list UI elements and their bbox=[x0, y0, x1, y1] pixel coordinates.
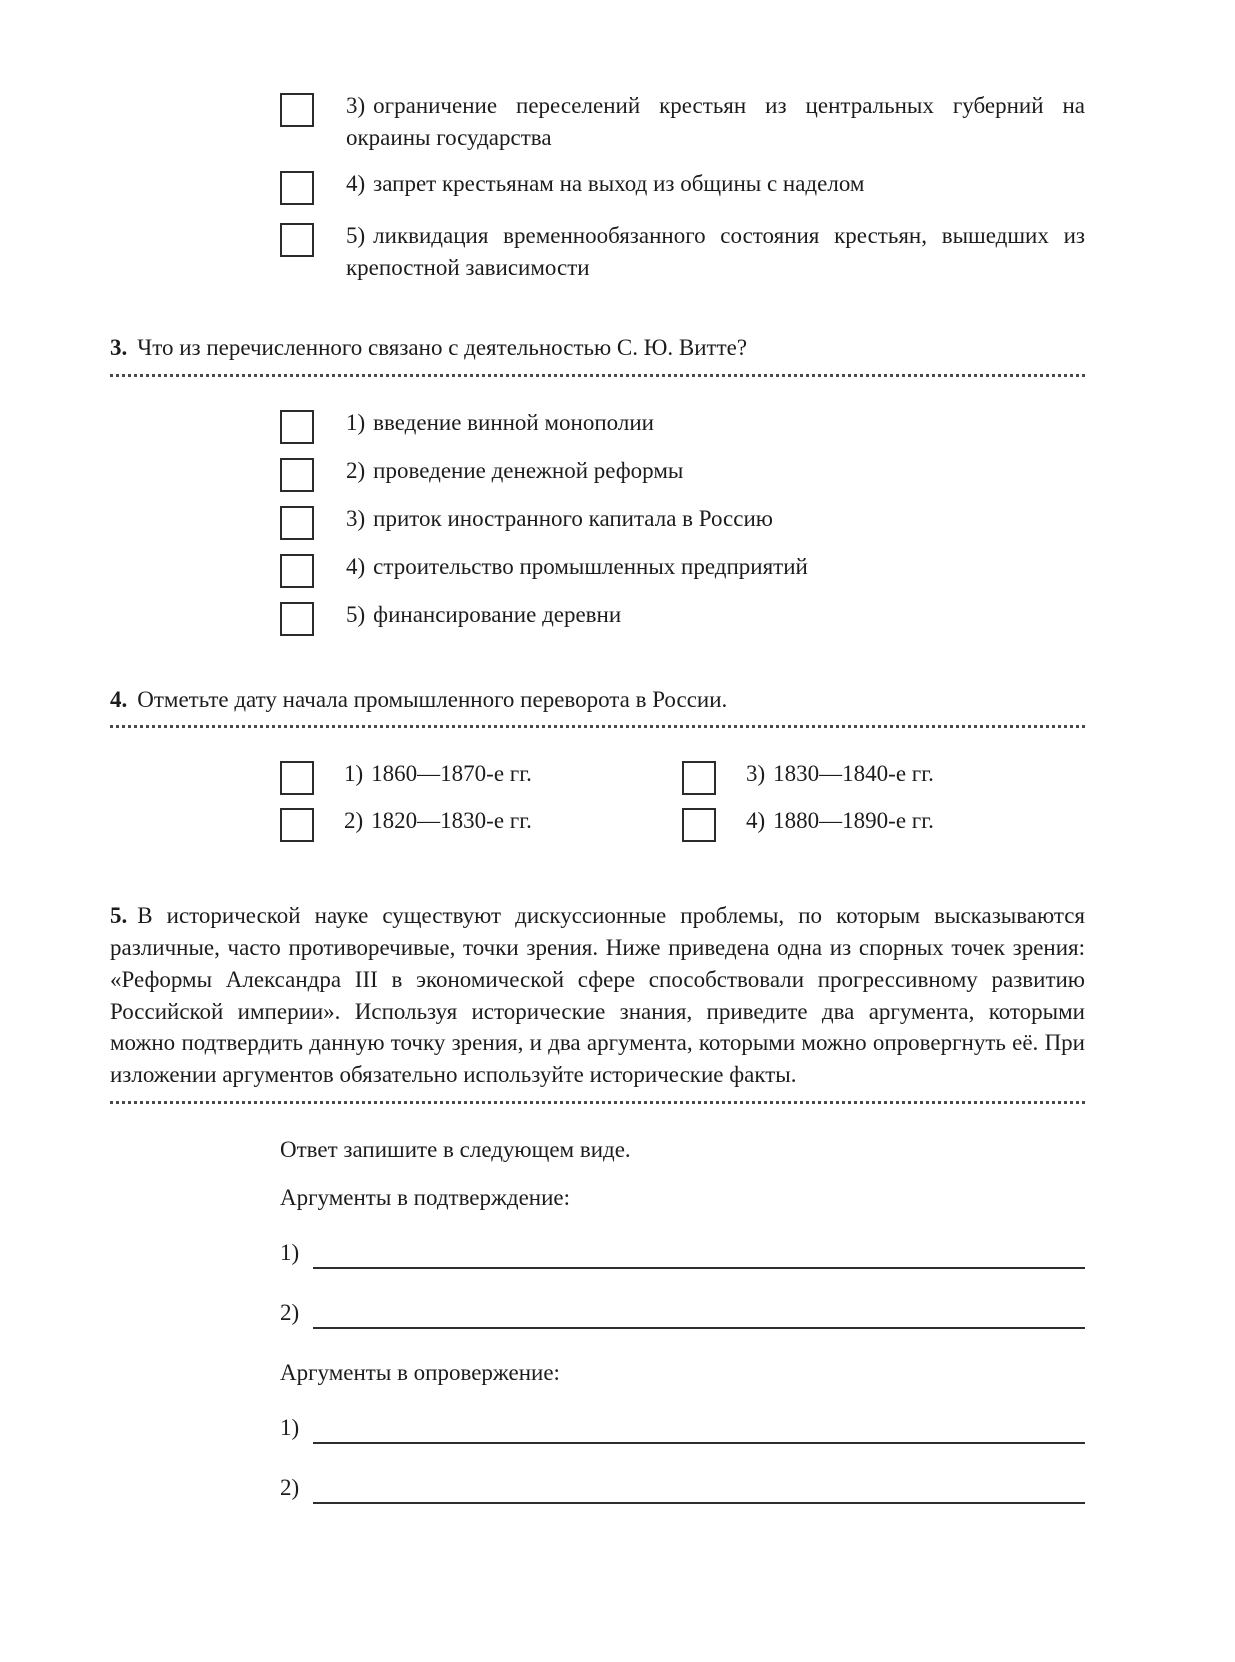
option-text: ограничение переселений крестьян из центральных губерний на окраины государства bbox=[346, 93, 1085, 150]
option-number: 4) bbox=[746, 808, 766, 834]
option-row bbox=[280, 168, 1085, 205]
answer-line-against-1 bbox=[280, 1412, 1085, 1444]
option-row bbox=[682, 758, 1085, 795]
option-label bbox=[346, 168, 864, 200]
option-label bbox=[346, 599, 621, 631]
option-checkbox[interactable] bbox=[280, 808, 314, 842]
option-checkbox[interactable] bbox=[280, 506, 314, 540]
answer-intro: Ответ запишите в следующем виде. bbox=[280, 1136, 631, 1162]
option-label bbox=[344, 805, 532, 837]
answer-blank-input[interactable] bbox=[313, 1303, 1085, 1329]
option-number: 4) bbox=[346, 171, 366, 197]
option-checkbox[interactable] bbox=[682, 808, 716, 842]
option-row bbox=[280, 758, 682, 795]
option-text: 1880—1890-е гг. bbox=[773, 808, 934, 834]
previous-question-options bbox=[110, 90, 1085, 284]
answer-line-number: 1) bbox=[280, 1415, 300, 1441]
option-text: 1830—1840-е гг. bbox=[773, 761, 934, 787]
option-number: 5) bbox=[346, 223, 366, 249]
question-text: В исторической науке существуют дискуссионные проблемы, по которым высказываются различные, часто противоречивые, точки зрения. Ниже приведена одна из спорных точек зрения: «Реформы Александра III в экономической сфере способствовали прогрессивному развитию Российской империи». Используя исторические знания, приведите два аргумента, которыми можно подтвердить данную точку зрения, и два аргумента, которыми можно опровергнуть её. При изложении аргументов обязательно используйте исторические факты. bbox=[110, 903, 1085, 1088]
option-number: 2) bbox=[346, 457, 366, 483]
question-4-options bbox=[110, 758, 1085, 852]
option-number: 3) bbox=[746, 761, 766, 787]
answer-blank-input[interactable] bbox=[313, 1478, 1085, 1504]
option-row bbox=[280, 220, 1085, 283]
answer-support-label: Аргументы в подтверждение: bbox=[280, 1184, 571, 1210]
answer-block bbox=[110, 1134, 1085, 1504]
answer-against-label: Аргументы в опровержение: bbox=[280, 1359, 560, 1385]
option-label bbox=[346, 220, 1085, 283]
question-text: Отметьте дату начала промышленного переворота в России. bbox=[137, 686, 728, 712]
question-3-header bbox=[110, 332, 1085, 364]
option-text: проведение денежной реформы bbox=[373, 457, 684, 483]
option-label bbox=[746, 805, 934, 837]
answer-line-against-2 bbox=[280, 1472, 1085, 1504]
option-row bbox=[280, 805, 682, 842]
option-row bbox=[280, 90, 1085, 153]
option-checkbox[interactable] bbox=[280, 458, 314, 492]
option-label bbox=[346, 551, 808, 583]
option-checkbox[interactable] bbox=[280, 223, 314, 257]
option-label bbox=[746, 758, 934, 790]
option-number: 2) bbox=[344, 808, 364, 834]
option-row bbox=[280, 551, 1085, 588]
option-text: ликвидация временнообязанного состояния крестьян, вышедших из крепостной зависимости bbox=[346, 223, 1085, 281]
question-4 bbox=[110, 684, 1085, 853]
question-number: 4. bbox=[110, 686, 128, 712]
answer-line-number: 2) bbox=[280, 1475, 300, 1501]
option-checkbox[interactable] bbox=[280, 554, 314, 588]
answer-blank-input[interactable] bbox=[313, 1418, 1085, 1444]
question-text: Что из перечисленного связано с деятельностью С. Ю. Витте? bbox=[137, 334, 748, 360]
answer-line-number: 1) bbox=[280, 1240, 300, 1266]
option-checkbox[interactable] bbox=[682, 761, 716, 795]
option-checkbox[interactable] bbox=[280, 761, 314, 795]
option-row bbox=[682, 805, 1085, 842]
option-text: 1860—1870-е гг. bbox=[371, 761, 532, 787]
option-number: 3) bbox=[346, 505, 366, 531]
option-text: приток иностранного капитала в Россию bbox=[373, 505, 773, 531]
answer-line-number: 2) bbox=[280, 1300, 300, 1326]
option-row bbox=[280, 599, 1085, 636]
option-text: финансирование деревни bbox=[373, 601, 622, 627]
dotted-rule bbox=[110, 374, 1085, 377]
question-number: 3. bbox=[110, 334, 128, 360]
question-4-header bbox=[110, 684, 1085, 716]
page-content bbox=[110, 90, 1085, 1504]
question-4-column-2 bbox=[682, 758, 1085, 852]
option-number: 1) bbox=[346, 409, 366, 435]
option-text: запрет крестьянам на выход из общины с наделом bbox=[373, 171, 865, 197]
option-row bbox=[280, 503, 1085, 540]
question-3-options bbox=[110, 407, 1085, 636]
answer-line-support-1 bbox=[280, 1237, 1085, 1269]
question-5-text bbox=[110, 900, 1085, 1090]
option-checkbox[interactable] bbox=[280, 93, 314, 127]
option-label bbox=[346, 503, 773, 535]
option-text: введение винной монополии bbox=[373, 409, 654, 435]
option-checkbox[interactable] bbox=[280, 410, 314, 444]
option-label bbox=[346, 455, 683, 487]
option-text: строительство промышленных предприятий bbox=[373, 553, 808, 579]
dotted-rule bbox=[110, 725, 1085, 728]
option-label bbox=[346, 407, 654, 439]
option-row bbox=[280, 455, 1085, 492]
option-label bbox=[344, 758, 532, 790]
question-5 bbox=[110, 900, 1085, 1504]
question-4-column-1 bbox=[280, 758, 682, 852]
option-number: 1) bbox=[344, 761, 364, 787]
option-number: 3) bbox=[346, 93, 366, 118]
option-checkbox[interactable] bbox=[280, 602, 314, 636]
answer-line-support-2 bbox=[280, 1297, 1085, 1329]
question-3 bbox=[110, 332, 1085, 636]
option-checkbox[interactable] bbox=[280, 171, 314, 205]
option-row bbox=[280, 407, 1085, 444]
answer-blank-input[interactable] bbox=[313, 1243, 1085, 1269]
question-number: 5. bbox=[110, 903, 128, 929]
option-number: 4) bbox=[346, 553, 366, 579]
option-number: 5) bbox=[346, 601, 366, 627]
dotted-rule bbox=[110, 1101, 1085, 1104]
option-label bbox=[346, 90, 1085, 153]
option-text: 1820—1830-е гг. bbox=[371, 808, 532, 834]
